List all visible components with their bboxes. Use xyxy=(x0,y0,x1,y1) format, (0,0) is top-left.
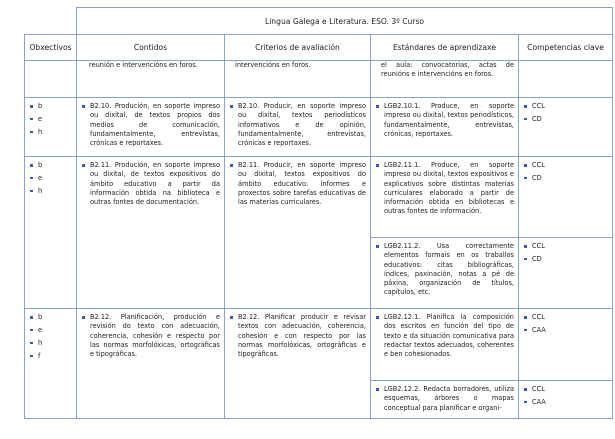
contido-text: B2.10. Produción, en soporte impreso ou dixital, de textos propios dos medios de comunicación, fundamentalmente, entrevistas, crónicas e reportaxes. xyxy=(81,102,220,148)
competencia-item: CAA xyxy=(523,326,608,335)
table-title: Lingua Galega e Literatura. ESO. 3º Curso xyxy=(77,8,613,35)
obxectivo-item: f xyxy=(29,352,72,361)
header-obxectivos: Obxectivos xyxy=(25,35,77,61)
competencia-item: CAA xyxy=(523,398,608,407)
obxectivo-item: e xyxy=(29,326,72,335)
header-estandares: Estándares de aprendizaxe xyxy=(371,35,519,61)
table-corner xyxy=(25,8,77,35)
contido-text: B2.11. Produción, en soporte impreso ou dixital, de textos expositivos do ámbito educativo a partir da información obtida na biblioteca e outras fontes de documentación. xyxy=(81,161,220,207)
competencia-item: CD xyxy=(523,255,608,264)
estandar-text: LGB2.10.1. Produce, en soporte impreso ou dixital, textos periodísticos, fundamentalmente, entrevistas, crónicas, reportaxes. xyxy=(375,102,514,139)
criterio-text: B2.11. Producir, en soporte impreso ou dixital, textos expositivos do ámbito educativo: informes e proxectos sobre tarefas educativas de las materias curriculares. xyxy=(229,161,366,207)
obxectivo-item: b xyxy=(29,161,72,170)
obxectivo-item: h xyxy=(29,187,72,196)
competencia-item: CD xyxy=(523,174,608,183)
criterio-text: B2.12. Planificar producir e revisar textos con adecuación, coherencia, cohesión e con respecto por las normas morfolóxicas, ortográficas e tipográficas. xyxy=(229,313,366,359)
obxectivo-item: e xyxy=(29,115,72,124)
cell-obxectivos xyxy=(25,61,77,98)
table-row xyxy=(25,98,613,157)
criterio-text: B2.10. Producir, en soporte impreso ou dixital, textos periodísticos informativos e de opinión, fundamentalmente, entrevistas, crónicas e reportaxes. xyxy=(229,102,366,148)
header-criterios: Criterios de avaliación xyxy=(225,35,371,61)
estandar-text: LGB2.11.1. Produce, en soporte impreso ou dixital, textos expositivos e explicativos sobre distintas materias curriculares elaborado a partir de información obtida en bibliotecas e outras fontes de información. xyxy=(375,161,514,217)
header-contidos: Contidos xyxy=(77,35,225,61)
competencia-item: CCL xyxy=(523,385,608,394)
estandar-text: LGB2.12.1. Planifica la composición dos escritos en función del tipo de texto e da situación comunicativa para redactar textos adecuados, coherentes e ben cohesionados. xyxy=(375,313,514,359)
competencia-item: CCL xyxy=(523,161,608,170)
table-row xyxy=(25,157,613,238)
cell-estandares: el aula: convocatorias, actas de reunións e intervencións en foros. xyxy=(371,61,519,98)
obxectivo-item: b xyxy=(29,102,72,111)
table-row-continuation xyxy=(25,61,613,98)
contido-text: B2.12. Planificación, produción e revisión do texto con adecuación, coherencia, cohesión e respecto por las normas morfolóxicas, ortográficas e tipográficas. xyxy=(81,313,220,359)
obxectivo-item: h xyxy=(29,128,72,137)
curriculum-table xyxy=(24,7,613,419)
estandar-text: LGB2.12.2. Redacta borradores, utiliza esquemas, árbores o mapas conceptual para planificar e organi- xyxy=(375,385,514,413)
competencia-item: CCL xyxy=(523,242,608,251)
table-row xyxy=(25,309,613,381)
competencia-item: CD xyxy=(523,115,608,124)
competencia-item: CCL xyxy=(523,102,608,111)
obxectivo-item: e xyxy=(29,174,72,183)
cell-contidos: reunión e intervencións en foros. xyxy=(77,61,225,98)
cell-competencias xyxy=(519,61,613,98)
cell-criterios: intervencións en foros. xyxy=(225,61,371,98)
header-competencias: Competencias clave xyxy=(519,35,613,61)
obxectivo-item: b xyxy=(29,313,72,322)
competencia-item: CCL xyxy=(523,313,608,322)
estandar-text: LGB2.11.2. Usa correctamente elementos formais en os traballos educativos: citas bibliográficas, índices, paxinación, notas a pé de páxina, organización de títulos, capítulos, etc. xyxy=(375,242,514,298)
obxectivo-item: h xyxy=(29,339,72,348)
